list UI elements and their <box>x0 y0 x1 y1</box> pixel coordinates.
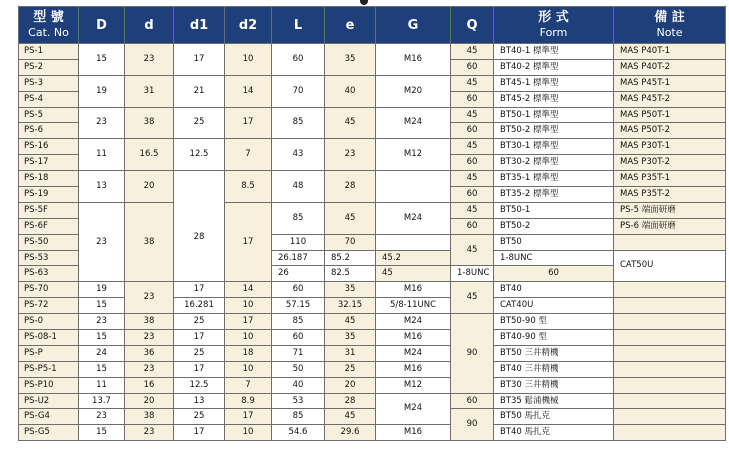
D-cell: 15 <box>79 44 125 76</box>
form-cell: BT40-1 標準型 <box>494 44 614 60</box>
G-cell: M16 <box>376 282 451 298</box>
d1-cell: 25 <box>174 345 225 361</box>
D-cell: 19 <box>79 75 125 107</box>
d-cell: 16 <box>125 377 174 393</box>
table-row <box>19 393 726 409</box>
table-row <box>19 139 726 155</box>
form-cell: BT30 三井精機 <box>494 377 614 393</box>
L-cell: 85.2 <box>325 250 376 266</box>
table-row <box>19 425 726 441</box>
form-cell: CAT50U <box>614 250 726 282</box>
d-cell: 20 <box>125 393 174 409</box>
table-row <box>19 314 726 330</box>
form-cell: BT50-1 <box>494 202 614 218</box>
header-L: L <box>272 7 325 44</box>
G-cell: M12 <box>376 377 451 393</box>
G-cell: M24 <box>376 393 451 425</box>
d1-cell: 17 <box>174 361 225 377</box>
cat-no-cell: PS-16 <box>19 139 79 155</box>
L-cell: 60 <box>272 44 325 76</box>
D-cell: 19 <box>79 282 125 298</box>
D-cell: 24 <box>79 345 125 361</box>
e-cell: 45.2 <box>376 250 451 266</box>
note-cell <box>614 314 726 330</box>
e-cell: 45 <box>325 409 376 425</box>
note-cell: MAS P40T-2 <box>614 59 726 75</box>
cat-no-cell: PS-P <box>19 345 79 361</box>
form-cell: BT35-2 標準型 <box>494 187 614 203</box>
Q-cell: 45 <box>451 107 494 123</box>
d-cell: 38 <box>125 314 174 330</box>
e-cell: 45 <box>325 314 376 330</box>
cat-no-cell: PS-P5-1 <box>19 361 79 377</box>
header-cat-no: 型 號 Cat. No <box>19 7 79 44</box>
table-row <box>19 44 726 60</box>
form-cell: BT50 <box>494 234 614 250</box>
cat-no-cell: PS-4 <box>19 91 79 107</box>
note-cell <box>614 282 726 298</box>
cat-no-cell: PS-0 <box>19 314 79 330</box>
d1-cell: 26.187 <box>272 250 325 266</box>
Q-cell: 60 <box>451 91 494 107</box>
form-cell: BT45-2 標準型 <box>494 91 614 107</box>
note-cell: MAS P30T-2 <box>614 155 726 171</box>
L-cell: 71 <box>272 345 325 361</box>
G-cell: M16 <box>376 44 451 76</box>
cat-no-cell: PS-5 <box>19 107 79 123</box>
D-cell: 23 <box>79 314 125 330</box>
cat-no-cell: PS-3 <box>19 75 79 91</box>
d2-cell: 17 <box>225 107 272 139</box>
d-cell: 38 <box>125 202 174 281</box>
e-cell: 29.6 <box>325 425 376 441</box>
table-row <box>19 75 726 91</box>
d2-cell: 10 <box>225 425 272 441</box>
L-cell: 57.15 <box>272 298 325 314</box>
table-row <box>19 202 726 218</box>
d1-cell: 12.5 <box>174 377 225 393</box>
D-cell: 11 <box>79 139 125 171</box>
note-cell: PS-6 端面研磨 <box>614 218 726 234</box>
L-cell: 60 <box>272 282 325 298</box>
D-cell: 11 <box>79 377 125 393</box>
table-row <box>19 171 726 187</box>
note-cell: MAS P50T-1 <box>614 107 726 123</box>
G-cell <box>376 234 451 250</box>
form-cell: BT50 三井精機 <box>494 345 614 361</box>
d-cell: 23 <box>125 425 174 441</box>
D-cell: 23 <box>79 107 125 139</box>
cat-no-cell: PS-U2 <box>19 393 79 409</box>
d1-cell: 25 <box>174 314 225 330</box>
e-cell: 40 <box>325 75 376 107</box>
e-cell: 70 <box>325 234 376 250</box>
L-cell: 70 <box>272 75 325 107</box>
e-cell: 45 <box>325 107 376 139</box>
e-cell: 20 <box>325 377 376 393</box>
form-cell: BT50-90 型 <box>494 314 614 330</box>
header-d2: d2 <box>225 7 272 44</box>
cat-no-cell: PS-G5 <box>19 425 79 441</box>
Q-cell: 45 <box>451 234 494 266</box>
cat-no-cell: PS-53 <box>19 250 79 266</box>
top-marker <box>360 0 368 5</box>
G-cell: M24 <box>376 345 451 361</box>
D-cell: 23 <box>79 202 125 281</box>
note-cell: MAS P35T-2 <box>614 187 726 203</box>
note-cell <box>614 361 726 377</box>
form-cell: BT40-2 標準型 <box>494 59 614 75</box>
header-D: D <box>79 7 125 44</box>
note-cell <box>614 393 726 409</box>
note-cell: MAS P45T-1 <box>614 75 726 91</box>
cat-no-cell: PS-17 <box>19 155 79 171</box>
Q-cell: 90 <box>451 409 494 441</box>
cat-no-cell: PS-G4 <box>19 409 79 425</box>
d1-cell: 12.5 <box>174 139 225 171</box>
Q-cell: 60 <box>451 393 494 409</box>
header-form: 形 式 Form <box>494 7 614 44</box>
note-cell: MAS P50T-2 <box>614 123 726 139</box>
table-row <box>19 361 726 377</box>
G-cell: M12 <box>376 139 451 171</box>
note-cell: MAS P40T-1 <box>614 44 726 60</box>
D-cell: 13 <box>79 171 125 203</box>
L-cell: 110 <box>272 234 325 250</box>
table-row <box>19 377 726 393</box>
Q-cell: 45 <box>451 171 494 187</box>
L-cell: 85 <box>272 202 325 234</box>
d2-cell: 7 <box>225 139 272 171</box>
Q-cell: 45 <box>451 75 494 91</box>
form-cell: BT45-1 標準型 <box>494 75 614 91</box>
d1-cell: 17 <box>174 330 225 346</box>
note-cell <box>614 377 726 393</box>
Q-cell: 45 <box>451 282 494 314</box>
table-row <box>19 345 726 361</box>
e-cell: 45 <box>325 202 376 234</box>
G-cell: 5/8-11UNC <box>376 298 451 314</box>
d-cell: 38 <box>125 107 174 139</box>
d1-cell: 17 <box>174 425 225 441</box>
note-cell: MAS P45T-2 <box>614 91 726 107</box>
G-cell <box>376 171 451 203</box>
d1-cell <box>174 171 225 282</box>
header-Q: Q <box>451 7 494 44</box>
d-cell: 20 <box>125 171 174 203</box>
cat-no-cell: PS-19 <box>19 187 79 203</box>
d1-cell: 25 <box>174 409 225 425</box>
D-cell: 15 <box>79 361 125 377</box>
header-e: e <box>325 7 376 44</box>
d2-cell: 8.9 <box>225 393 272 409</box>
table-row <box>19 107 726 123</box>
d2-cell: 14 <box>225 75 272 107</box>
form-cell: BT40 馬扎克 <box>494 425 614 441</box>
G-cell: M16 <box>376 425 451 441</box>
d-cell: 23 <box>125 282 174 314</box>
G-cell: 1-8UNC <box>494 250 614 266</box>
d2-cell: 7 <box>225 377 272 393</box>
header-row <box>19 7 726 44</box>
L-cell: 82.5 <box>325 266 376 282</box>
e-cell: 25 <box>325 361 376 377</box>
Q-cell: 45 <box>451 139 494 155</box>
D-cell: 15 <box>79 330 125 346</box>
d-cell: 31 <box>125 75 174 107</box>
cat-no-cell: PS-70 <box>19 282 79 298</box>
D-cell: 15 <box>79 425 125 441</box>
form-cell: BT50-2 <box>494 218 614 234</box>
note-cell <box>614 425 726 441</box>
G-cell: M20 <box>376 75 451 107</box>
table-row <box>19 330 726 346</box>
L-cell: 85 <box>272 107 325 139</box>
cat-no-cell: PS-18 <box>19 171 79 187</box>
L-cell: 85 <box>272 314 325 330</box>
cat-no-cell: PS-5F <box>19 202 79 218</box>
Q-cell: 60 <box>494 266 614 282</box>
G-cell: M16 <box>376 361 451 377</box>
d1-value: 28 <box>193 231 205 242</box>
form-cell: CAT40U <box>494 298 614 314</box>
Q-cell: 60 <box>451 155 494 171</box>
cat-no-cell: PS-2 <box>19 59 79 75</box>
form-cell: BT50-1 標準型 <box>494 107 614 123</box>
G-cell: M24 <box>376 314 451 330</box>
cat-no-cell: PS-63 <box>19 266 79 282</box>
cat-no-cell: PS-08-1 <box>19 330 79 346</box>
Q-cell: 60 <box>451 187 494 203</box>
d2-cell: 8.5 <box>225 171 272 203</box>
d2-cell: 14 <box>225 282 272 298</box>
d-cell: 38 <box>125 409 174 425</box>
D-cell: 15 <box>79 298 125 314</box>
D-cell: 23 <box>79 409 125 425</box>
Q-cell: 45 <box>451 202 494 218</box>
d-cell: 16.5 <box>125 139 174 171</box>
d2-cell: 10 <box>225 44 272 76</box>
header-note: 備 註 Note <box>614 7 726 44</box>
d2-cell: 17 <box>225 314 272 330</box>
e-cell: 28 <box>325 393 376 409</box>
Q-cell: 60 <box>451 123 494 139</box>
form-cell: BT40-90 型 <box>494 330 614 346</box>
e-cell: 35 <box>325 330 376 346</box>
form-cell: BT35-1 標準型 <box>494 171 614 187</box>
table-row <box>19 409 726 425</box>
form-cell: BT50-2 標準型 <box>494 123 614 139</box>
d-cell: 36 <box>125 345 174 361</box>
L-cell: 48 <box>272 171 325 203</box>
L-cell: 60 <box>272 330 325 346</box>
table-row <box>19 282 726 298</box>
e-cell: 32.15 <box>325 298 376 314</box>
d2-cell: 17 <box>225 409 272 425</box>
e-cell: 23 <box>325 139 376 171</box>
Q-cell: 90 <box>451 314 494 393</box>
d-cell: 23 <box>125 44 174 76</box>
L-cell: 85 <box>272 409 325 425</box>
cat-no-cell: PS-6F <box>19 218 79 234</box>
cat-no-cell: PS-1 <box>19 44 79 60</box>
d1-cell: 17 <box>174 282 225 298</box>
d2-cell: 18 <box>225 345 272 361</box>
L-cell: 53 <box>272 393 325 409</box>
d2-cell: 17 <box>225 202 272 281</box>
e-cell: 35 <box>325 282 376 298</box>
L-cell: 54.6 <box>272 425 325 441</box>
e-cell: 31 <box>325 345 376 361</box>
cat-no-cell: PS-72 <box>19 298 79 314</box>
d2-cell: 10 <box>225 330 272 346</box>
d1-cell: 26 <box>272 266 325 282</box>
e-cell: 28 <box>325 171 376 203</box>
note-cell: MAS P35T-1 <box>614 171 726 187</box>
cat-no-cell: PS-6 <box>19 123 79 139</box>
d1-cell: 13 <box>174 393 225 409</box>
d2-cell: 10 <box>225 298 272 314</box>
D-cell: 13.7 <box>79 393 125 409</box>
G-cell: M24 <box>376 202 451 234</box>
note-cell <box>614 345 726 361</box>
header-d: d <box>125 7 174 44</box>
header-G: G <box>376 7 451 44</box>
Q-cell: 45 <box>451 44 494 60</box>
form-cell: BT40 <box>494 282 614 298</box>
form-cell: BT30-2 標準型 <box>494 155 614 171</box>
header-d1: d1 <box>174 7 225 44</box>
e-cell: 35 <box>325 44 376 76</box>
L-cell: 43 <box>272 139 325 171</box>
d1-cell: 21 <box>174 75 225 107</box>
L-cell: 40 <box>272 377 325 393</box>
L-cell: 50 <box>272 361 325 377</box>
spec-table <box>18 6 726 441</box>
note-cell: MAS P30T-1 <box>614 139 726 155</box>
d1-cell: 25 <box>174 107 225 139</box>
cat-no-cell: PS-50 <box>19 234 79 250</box>
note-cell <box>614 330 726 346</box>
cat-no-cell: PS-P10 <box>19 377 79 393</box>
form-cell: BT30-1 標準型 <box>494 139 614 155</box>
G-cell: 1-8UNC <box>451 266 494 282</box>
note-cell <box>614 234 726 250</box>
d1-cell: 16.281 <box>174 298 225 314</box>
note-cell <box>614 409 726 425</box>
G-cell: M24 <box>376 107 451 139</box>
form-cell: BT50 馬扎克 <box>494 409 614 425</box>
d1-cell: 17 <box>174 44 225 76</box>
form-cell: BT40 三井精機 <box>494 361 614 377</box>
form-cell: BT35 鬆浦機械 <box>494 393 614 409</box>
note-cell <box>614 298 726 314</box>
Q-cell: 60 <box>451 218 494 234</box>
note-cell: PS-5 端面研磨 <box>614 202 726 218</box>
d2-cell: 10 <box>225 361 272 377</box>
d-cell: 23 <box>125 361 174 377</box>
G-cell: M16 <box>376 330 451 346</box>
e-cell: 45 <box>376 266 451 282</box>
d-cell: 23 <box>125 330 174 346</box>
Q-cell: 60 <box>451 59 494 75</box>
